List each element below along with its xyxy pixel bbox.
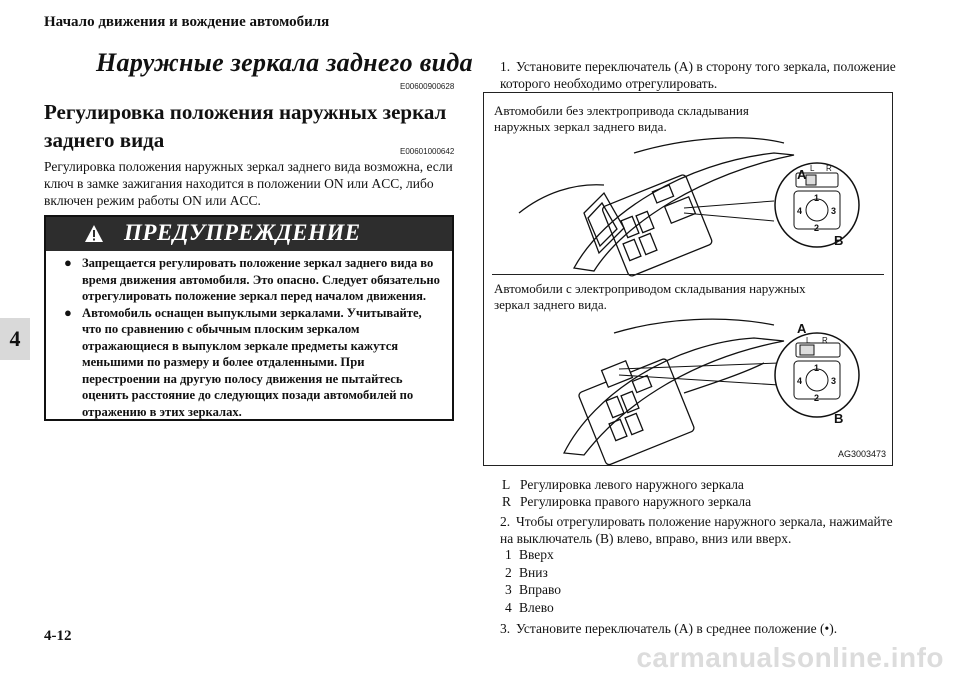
label-r-bottom: R — [822, 336, 828, 345]
door-panel-bottom — [564, 319, 784, 465]
warning-title: ПРЕДУПРЕЖДЕНИЕ — [124, 220, 361, 245]
legend-key: R — [502, 494, 512, 509]
bullet-icon: ● — [64, 304, 72, 320]
subsection-code: E00601000642 — [400, 147, 455, 156]
label-b-top: B — [834, 233, 844, 248]
warning-item — [64, 305, 442, 421]
dir-4-top: 4 — [797, 206, 803, 216]
direction-key: 3 — [505, 582, 512, 597]
direction-list — [505, 546, 561, 616]
direction-key: 2 — [505, 564, 512, 580]
section-code: E00600900628 — [400, 82, 455, 91]
direction-item — [505, 564, 561, 582]
label-a-bottom: A — [797, 321, 807, 336]
chapter-tab — [0, 318, 30, 360]
door-panel-top — [519, 138, 794, 277]
direction-text: Влево — [519, 599, 554, 615]
dir-1-top: 1 — [814, 193, 820, 203]
step-number: 2. — [500, 514, 511, 529]
direction-text: Вправо — [519, 582, 562, 597]
label-b-bottom: B — [834, 411, 844, 426]
intro-paragraph: Регулировка положения наружных зеркал заднего вида возможна, если ключ в замке зажигания находится в положении ON или ACC, либо включен режим работы ON или ACC. — [44, 159, 453, 208]
direction-item — [505, 581, 561, 599]
label-l-bottom: L — [806, 336, 811, 345]
dir-4-bottom: 4 — [797, 376, 803, 386]
step-3 — [500, 620, 910, 637]
direction-item — [505, 546, 561, 564]
figure-caption-with-folding: Автомобили с электроприводом складывания наружных зеркал заднего вида. — [494, 281, 806, 312]
step-text: Установите переключатель (A) в сторону того зеркала, положение которого необходимо отрегулировать. — [500, 59, 896, 91]
dir-3-bottom: 3 — [831, 376, 837, 386]
step-2 — [500, 513, 900, 547]
warning-box — [44, 215, 454, 421]
figure-caption-without-folding: Автомобили без электропривода складывания наружных зеркал заднего вида. — [494, 103, 749, 134]
chapter-number: 4 — [9, 326, 21, 351]
watermark: carmanualsonline.info — [636, 642, 944, 673]
legend-text: Регулировка правого наружного зеркала — [520, 494, 752, 509]
mirror-switch-figure — [483, 92, 893, 466]
step-text: Установите переключатель (A) в среднее положение (•). — [516, 621, 838, 636]
legend — [502, 476, 751, 510]
step-text: Чтобы отрегулировать положение наружного зеркала, нажимайте на выключатель (B) влево, вправо, вниз или вверх. — [500, 514, 893, 546]
subsection-title: Регулировка положения наружных зеркал заднего вида — [44, 100, 447, 152]
dir-3-top: 3 — [831, 206, 837, 216]
warning-item-text: Запрещается регулировать положение зеркал заднего вида во время движения автомобиля. Это опасно. Следует обязательно отрегулировать положение зеркал перед началом движения. — [82, 256, 440, 303]
direction-key: 4 — [505, 599, 512, 615]
bullet-icon: ● — [64, 255, 72, 270]
label-l-top: L — [810, 164, 815, 173]
figure-code: AG3003473 — [837, 449, 886, 459]
switch-illustration — [484, 93, 892, 465]
running-header: Начало движения и вождение автомобиля — [44, 14, 330, 30]
direction-key: 1 — [505, 547, 512, 562]
warning-header — [46, 217, 452, 251]
step-1 — [500, 58, 900, 92]
dir-1-bottom: 1 — [814, 363, 820, 373]
direction-text: Вниз — [519, 564, 548, 580]
legend-text: Регулировка левого наружного зеркала — [520, 477, 744, 492]
label-a-top: A — [797, 167, 807, 182]
label-r-top: R — [826, 164, 832, 173]
direction-text: Вверх — [519, 547, 554, 562]
warning-triangle-icon — [84, 224, 104, 244]
warning-item-text: Автомобиль оснащен выпуклыми зеркалами. Учитывайте, что по сравнению с обычным плоским зеркалом отражающиеся в выпуклом зеркале предметы кажутся меньшими по размеру и более отдаленными. При перестроении на другую полосу движения не пытайтесь оценить расстояние до следующих позади автомобилей по отражению в этих зеркалах. — [82, 305, 422, 419]
legend-item-r — [502, 493, 751, 510]
warning-body — [46, 251, 452, 420]
warning-item — [64, 255, 442, 305]
page-number: 4-12 — [44, 628, 72, 644]
step-number: 1. — [500, 59, 511, 74]
legend-key: L — [502, 477, 511, 492]
figure-divider — [492, 274, 884, 275]
dir-2-bottom: 2 — [814, 393, 820, 403]
section-title: Наружные зеркала заднего вида — [96, 48, 473, 77]
legend-item-l — [502, 476, 751, 493]
direction-item — [505, 599, 561, 617]
step-number: 3. — [500, 621, 511, 636]
dir-2-top: 2 — [814, 223, 820, 233]
